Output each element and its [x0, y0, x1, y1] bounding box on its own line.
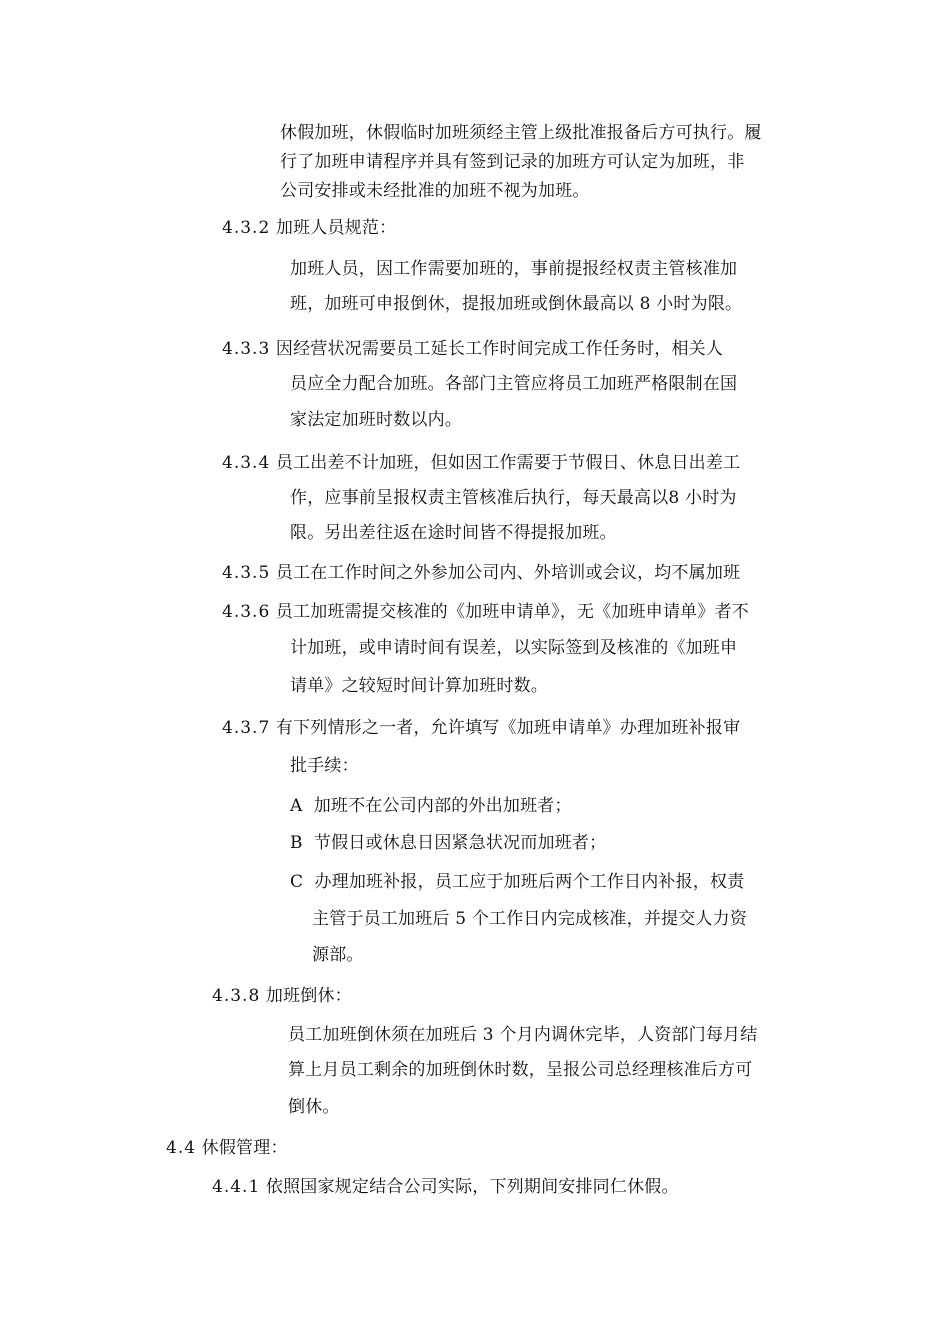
section-4-3-4-line-2: 作，应事前呈报权责主管核准后执行，每天最高以8 小时为 — [290, 488, 737, 508]
section-number: 4.4 — [166, 1138, 197, 1158]
section-4-3-3-line-1 — [222, 338, 723, 360]
section-text: 有下列情形之一者，允许填写《加班申请单》办理加班补报审 — [275, 718, 741, 738]
section-4-4-1-line-1 — [212, 1176, 679, 1198]
list-letter: A — [290, 796, 303, 816]
list-item-b — [290, 832, 606, 854]
section-4-4-heading — [166, 1137, 288, 1159]
section-4-3-5-line-1 — [222, 562, 740, 584]
list-item-c-line-2: 主管于员工加班后 5 个工作日内完成核准，并提交人力资 — [312, 909, 748, 929]
list-item-a — [290, 795, 572, 817]
section-text: 员工加班需提交核准的《加班申请单》，无《加班申请单》者不 — [275, 602, 749, 622]
section-4-3-6-line-1 — [222, 601, 749, 623]
section-4-3-8-line-1: 员工加班倒休须在加班后 3 个月内调休完毕，人资部门每月结 — [288, 1025, 758, 1045]
section-4-3-2-line-2: 班，加班可申报倒休，提报加班或倒休最高以 8 小时为限。 — [290, 294, 743, 314]
section-title: 加班倒休： — [265, 986, 352, 1006]
section-4-3-8-heading — [212, 985, 352, 1007]
section-4-3-8-line-2: 算上月员工剩余的加班倒休时数，呈报公司总经理核准后方可 — [288, 1060, 753, 1080]
section-4-3-6-line-2: 计加班，或申请时间有误差，以实际签到及核准的《加班申 — [290, 638, 738, 658]
section-number: 4.4.1 — [212, 1177, 261, 1197]
list-text: 办理加班补报，员工应于加班后两个工作日内补报，权责 — [314, 872, 745, 892]
section-text: 员工在工作时间之外参加公司内、外培训或会议，均不属加班 — [275, 563, 741, 583]
intro-line-2: 行了加班申请程序并具有签到记录的加班方可认定为加班，非 — [280, 152, 745, 172]
section-number: 4.3.7 — [222, 718, 271, 738]
section-title: 休假管理： — [201, 1138, 288, 1158]
section-4-3-4-line-3: 限。另出差往返在途时间皆不得提报加班。 — [290, 523, 617, 543]
section-4-3-7-line-2: 批手续： — [290, 756, 359, 776]
section-4-3-8-line-3: 倒休。 — [288, 1097, 340, 1117]
section-4-3-6-line-3: 请单》之较短时间计算加班时数。 — [290, 676, 548, 696]
list-text: 加班不在公司内部的外出加班者； — [313, 796, 572, 816]
section-title: 加班人员规范： — [275, 218, 397, 238]
section-4-3-4-line-1 — [222, 452, 740, 474]
list-item-c — [290, 871, 744, 893]
section-number: 4.3.3 — [222, 339, 271, 359]
section-4-3-2-line-1: 加班人员，因工作需要加班的，事前提报经权责主管核准加 — [290, 259, 738, 279]
list-letter: B — [290, 833, 303, 853]
section-text: 员工出差不计加班，但如因工作需要于节假日、休息日出差工 — [275, 453, 741, 473]
section-number: 4.3.5 — [222, 563, 271, 583]
section-number: 4.3.4 — [222, 453, 271, 473]
section-text: 依照国家规定结合公司实际，下列期间安排同仁休假。 — [265, 1177, 679, 1197]
list-item-c-line-3: 源部。 — [312, 945, 364, 965]
intro-line-3: 公司安排或未经批准的加班不视为加班。 — [280, 181, 590, 201]
section-4-3-3-line-3: 家法定加班时数以内。 — [290, 410, 462, 430]
section-4-3-2-heading — [222, 217, 396, 239]
list-text: 节假日或休息日因紧急状况而加班者； — [313, 833, 607, 853]
section-number: 4.3.6 — [222, 602, 271, 622]
intro-line-1: 休假加班，休假临时加班须经主管上级批准报备后方可执行。履 — [280, 123, 762, 143]
section-text: 因经营状况需要员工延长工作时间完成工作任务时，相关人 — [275, 339, 724, 359]
section-number: 4.3.2 — [222, 218, 271, 238]
list-letter: C — [290, 872, 304, 892]
section-4-3-3-line-2: 员应全力配合加班。各部门主管应将员工加班严格限制在国 — [290, 374, 738, 394]
section-number: 4.3.8 — [212, 986, 261, 1006]
section-4-3-7-line-1 — [222, 717, 740, 739]
